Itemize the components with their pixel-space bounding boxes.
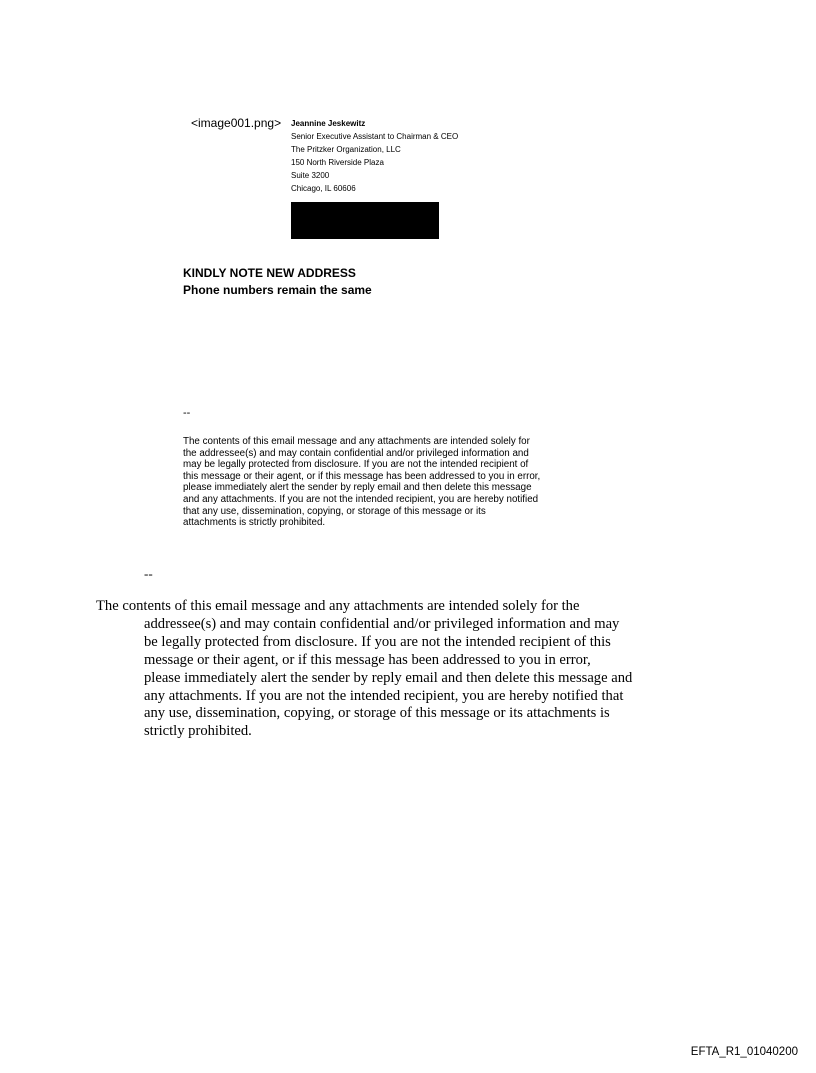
- disclaimer-line: message or their agent, or if this message has been addressed to you in error,: [144, 651, 591, 668]
- signature-name: Jeannine Jeskewitz: [291, 119, 366, 128]
- signature-city: Chicago, IL 60606: [291, 184, 356, 193]
- document-id: EFTA_R1_01040200: [690, 1046, 798, 1058]
- signature-company: The Pritzker Organization, LLC: [291, 145, 401, 154]
- disclaimer-line: please immediately alert the sender by reply email and then delete this message and: [144, 669, 633, 686]
- signature-street: 150 North Riverside Plaza: [291, 158, 384, 167]
- notice-line-phone: Phone numbers remain the same: [183, 283, 372, 297]
- signature-title: Senior Executive Assistant to Chairman & CEO: [291, 132, 459, 141]
- disclaimer-inner: The contents of this email message and any attachments are intended solely for the addressee(s) and may contain confidential and/or privileged information and may be legally protected from disclosure. If you are not the intended recipient of this message or their agent, or if this message has been addressed to you in error, please immediately alert the sender by reply email and then delete this message and any attachments. If you are not the intended recipient, you are hereby notified that any use, dissemination, copying, or storage of this message or its attachments is strictly prohibited.: [183, 436, 541, 529]
- disclaimer-outer: [96, 598, 684, 741]
- redaction-block: [291, 202, 439, 239]
- address-notice: [183, 265, 372, 299]
- email-signature: [291, 117, 458, 195]
- notice-line-new-address: KINDLY NOTE NEW ADDRESS: [183, 266, 356, 280]
- disclaimer-line: strictly prohibited.: [144, 723, 252, 740]
- signature-separator-outer: --: [144, 566, 153, 581]
- disclaimer-line: any attachments. If you are not the intended recipient, you are hereby notified that: [144, 687, 624, 704]
- disclaimer-line: The contents of this email message and any attachments are intended solely for the: [96, 598, 580, 614]
- disclaimer-line: be legally protected from disclosure. If you are not the intended recipient of this: [144, 633, 611, 650]
- disclaimer-line: any use, dissemination, copying, or storage of this message or its attachments is: [144, 705, 610, 722]
- signature-separator-inner: --: [183, 407, 191, 419]
- disclaimer-line: addressee(s) and may contain confidential and/or privileged information and may: [144, 615, 620, 632]
- signature-suite: Suite 3200: [291, 171, 330, 180]
- image-placeholder-text: <image001.png>: [191, 116, 282, 130]
